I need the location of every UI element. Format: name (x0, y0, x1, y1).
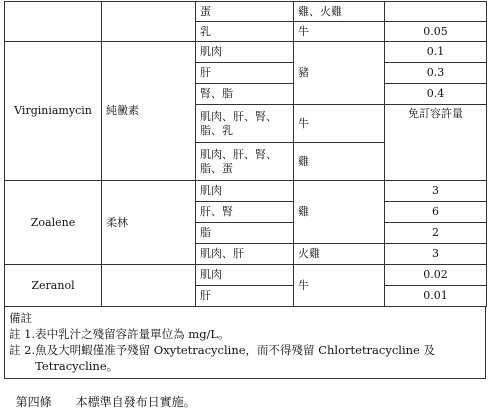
tissue-cell: 腎、脂 (196, 84, 294, 105)
limit-cell (385, 2, 487, 22)
tissue-cell: 肌肉、肝、腎、脂、蛋 (196, 143, 294, 181)
tissue-cell: 肝 (196, 63, 294, 84)
animal-cell: 牛 (294, 22, 385, 42)
animal-cell: 火雞 (294, 244, 385, 265)
note-number: 註 1. (9, 327, 36, 341)
animal-cell: 牛 (294, 265, 385, 307)
animal-cell: 牛 (294, 105, 385, 143)
note-item (5, 342, 485, 374)
tissue-cell: 脂 (196, 223, 294, 244)
tissue-cell: 蛋 (196, 2, 294, 22)
animal-cell: 豬 (294, 42, 385, 105)
drug-name-cell: Virginiamycin (5, 42, 102, 181)
tissue-cell: 乳 (196, 22, 294, 42)
table-row (5, 265, 487, 286)
residue-limit-table (4, 1, 487, 307)
table-row (5, 181, 487, 202)
drug-chinese-name-cell (102, 265, 196, 307)
limit-cell: 0.4 (385, 84, 487, 105)
article-text: 本標準自發布日實施。 (75, 395, 196, 409)
tissue-cell: 肌肉 (196, 181, 294, 202)
tissue-cell: 肝、腎 (196, 202, 294, 223)
drug-chinese-name-cell: 純黴素 (102, 42, 196, 181)
limit-cell: 免訂容許量 (385, 105, 487, 181)
notes-heading: 備註 (9, 311, 32, 325)
notes-section (4, 307, 486, 379)
tissue-cell: 肌肉 (196, 265, 294, 286)
animal-cell: 雞、火雞 (294, 2, 385, 22)
limit-cell: 3 (385, 181, 487, 202)
animal-cell: 雞 (294, 181, 385, 244)
note-text: 表中乳汁之殘留容許量單位為 mg/L。 (35, 327, 230, 341)
tissue-cell: 肌肉 (196, 42, 294, 63)
table-row (5, 42, 487, 63)
tissue-cell: 肝 (196, 286, 294, 307)
limit-cell: 0.01 (385, 286, 487, 307)
drug-name-cell: Zoalene (5, 181, 102, 265)
limit-cell: 3 (385, 244, 487, 265)
limit-cell: 6 (385, 202, 487, 223)
drug-name-cell (5, 2, 102, 42)
tissue-cell: 肌肉、肝、腎、脂、乳 (196, 105, 294, 143)
drug-name-cell: Zeranol (5, 265, 102, 307)
animal-cell: 雞 (294, 143, 385, 181)
drug-chinese-name-cell (102, 2, 196, 42)
limit-cell: 0.05 (385, 22, 487, 42)
limit-cell: 0.02 (385, 265, 487, 286)
limit-cell: 2 (385, 223, 487, 244)
tissue-cell: 肌肉、肝 (196, 244, 294, 265)
note-item (5, 326, 485, 342)
limit-cell: 0.3 (385, 63, 487, 84)
residue-document (4, 1, 486, 379)
article-clause (8, 378, 196, 410)
limit-cell: 0.1 (385, 42, 487, 63)
article-number: 第四條 (15, 395, 52, 409)
table-row (5, 2, 487, 22)
drug-chinese-name-cell: 柔林 (102, 181, 196, 265)
note-text: 魚及大明蝦僅准予殘留 Oxytetracycline，而不得殘留 Chlortetracycline 及 Tetracycline。 (35, 343, 436, 373)
note-number: 註 2. (9, 343, 36, 357)
